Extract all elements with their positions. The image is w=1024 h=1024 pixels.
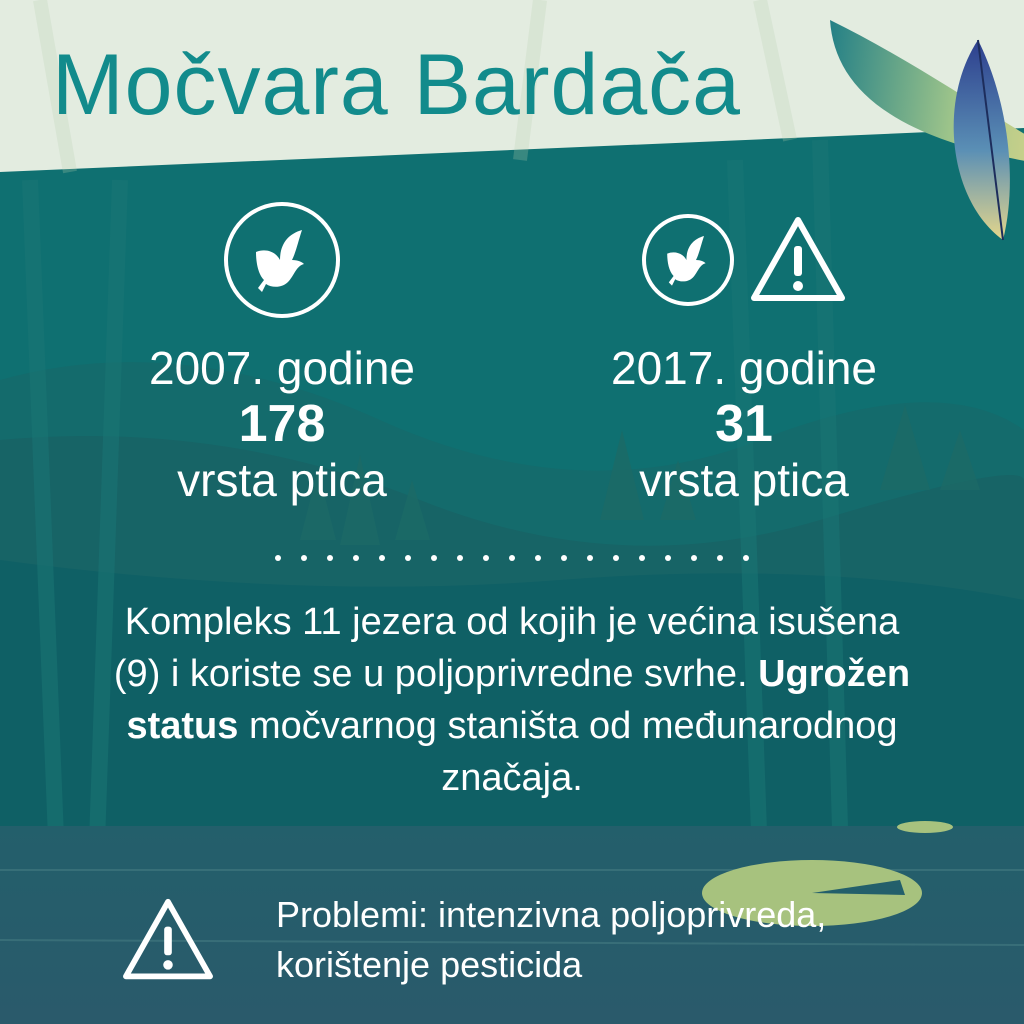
stat-icons <box>72 210 492 310</box>
description <box>112 596 912 804</box>
stat-count: 31 <box>715 395 773 453</box>
stat-unit: vrsta ptica <box>639 454 849 506</box>
warning-icon <box>748 214 848 306</box>
problems-section <box>120 890 976 990</box>
problems-line: Problemi: intenzivna poljoprivreda, <box>276 894 827 935</box>
stat-count: 178 <box>238 395 326 453</box>
stat-year: 2007. godine <box>148 342 416 394</box>
warning-icon <box>120 896 216 984</box>
dotted-divider <box>268 548 756 568</box>
problems-text <box>276 890 976 990</box>
description-text-end: močvarnog staništa od međunarodnog značaja. <box>238 705 898 799</box>
stat-2017 <box>534 210 954 508</box>
bird-icon <box>222 200 342 320</box>
stat-2007 <box>72 210 492 508</box>
stat-icons <box>534 210 954 310</box>
stat-year: 2017. godine <box>610 342 878 394</box>
description-text: Kompleks 11 jezera od kojih je većina isušena (9) i koriste se u poljoprivredne svrhe. <box>113 601 900 695</box>
problems-line: korištenje pesticida <box>276 944 583 985</box>
description-bold: Ugrožen status <box>126 653 911 747</box>
page-title: Močvara Bardača <box>52 37 741 133</box>
bird-icon <box>640 212 736 308</box>
stat-unit: vrsta ptica <box>177 454 387 506</box>
